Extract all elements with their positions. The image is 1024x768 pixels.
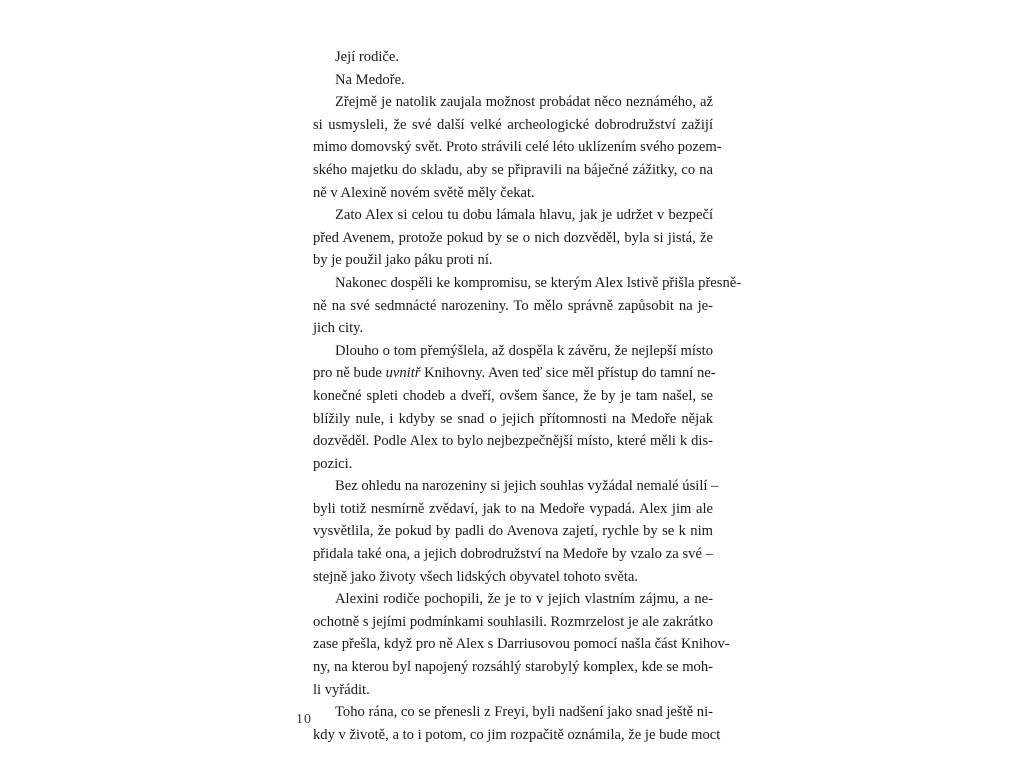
text-line: li vyřádit. xyxy=(313,681,370,698)
text-line: ně v Alexině novém světě měly čekat. xyxy=(313,184,535,201)
text-line: Dlouho o tom přemýšlela, až dospěla k závěru, že nejlepší místo xyxy=(335,342,713,359)
text-line: konečné spleti chodeb a dveří, ovšem šance, že by je tam našel, se xyxy=(313,387,713,404)
text-line: by je použil jako páku proti ní. xyxy=(313,252,493,269)
text-line: Zato Alex si celou tu dobu lámala hlavu, jak je udržet v bezpečí xyxy=(335,207,713,224)
text-line: Zřejmě je natolik zaujala možnost probádat něco neznámého, až xyxy=(335,94,713,111)
emphasized-word: uvnitř xyxy=(385,365,421,382)
text-line: Toho rána, co se přenesli z Freyi, byli nadšení jako snad ještě ni- xyxy=(335,704,713,721)
body-text xyxy=(313,46,742,746)
paragraph-4 xyxy=(313,204,713,272)
text-line: byli totiž nesmírně zvědaví, jak to na Medoře vypadá. Alex jim ale xyxy=(313,500,713,517)
paragraph-6 xyxy=(313,340,716,476)
text-line: zase přešla, když pro ně Alex s Darriusovou pomocí našla část Knihov- xyxy=(313,636,730,653)
text-line: přidala také ona, a jejich dobrodružství na Medoře by vzalo za své – xyxy=(313,546,713,563)
paragraph-8 xyxy=(313,588,730,701)
text-line: pozici. xyxy=(313,455,353,472)
text-segment: pro ně bude xyxy=(313,365,382,382)
text-line: ně na své sedmnácté narozeniny. To mělo správně zapůsobit na je- xyxy=(313,297,713,314)
text-line: ochotně s jejími podmínkami souhlasili. Rozmrzelost je ale zakrátko xyxy=(313,613,714,630)
text-line: si usmysleli, že své další velké archeologické dobrodružství zažijí xyxy=(313,116,713,133)
text-line: dozvěděl. Podle Alex to bylo nejbezpečnější místo, které měli k dis- xyxy=(313,433,713,450)
text-line: před Avenem, protože pokud by se o nich dozvěděl, byla si jistá, že xyxy=(313,229,713,246)
text-line: mimo domovský svět. Proto strávili celé léto uklízením svého pozem- xyxy=(313,139,722,156)
text-line: Bez ohledu na narozeniny si jejich souhlas vyžádal nemalé úsilí – xyxy=(335,478,719,495)
paragraph-2 xyxy=(313,69,713,92)
paragraph-7 xyxy=(313,475,719,588)
text-line: Alexini rodiče pochopili, že je to v jejich vlastním zájmu, a ne- xyxy=(335,591,713,608)
text-line: blížily nule, i kdyby se snad o jejich přítomnosti na Medoře nějak xyxy=(313,410,713,427)
text-line: kdy v životě, a to i potom, co jim rozpačitě oznámila, že je bude moct xyxy=(313,726,721,743)
paragraph-5 xyxy=(313,272,742,340)
text-line: Na Medoře. xyxy=(335,71,405,88)
text-line: vysvětlila, že pokud by padli do Avenova zajetí, rychle by se k nim xyxy=(313,523,713,540)
paragraph-9 xyxy=(313,701,721,746)
text-line: ského majetku do skladu, aby se připravili na báječné zážitky, co na xyxy=(313,161,713,178)
paragraph-3 xyxy=(313,91,722,204)
text-line: Nakonec dospěli ke kompromisu, se kterým Alex lstivě přišla přesně- xyxy=(335,274,742,291)
text-line: stejně jako životy všech lidských obyvatel tohoto světa. xyxy=(313,568,639,585)
text-line: jich city. xyxy=(313,320,364,337)
text-line: ny, na kterou byl napojený rozsáhlý starobylý komplex, kde se moh- xyxy=(313,659,713,676)
text-segment: Knihovny. Aven teď sice měl přístup do tamní ne- xyxy=(424,365,716,382)
text-line-with-emphasis xyxy=(313,362,716,385)
page-number: 10 xyxy=(296,712,312,727)
text-line: Její rodiče. xyxy=(335,49,400,65)
paragraph-1 xyxy=(313,46,713,69)
